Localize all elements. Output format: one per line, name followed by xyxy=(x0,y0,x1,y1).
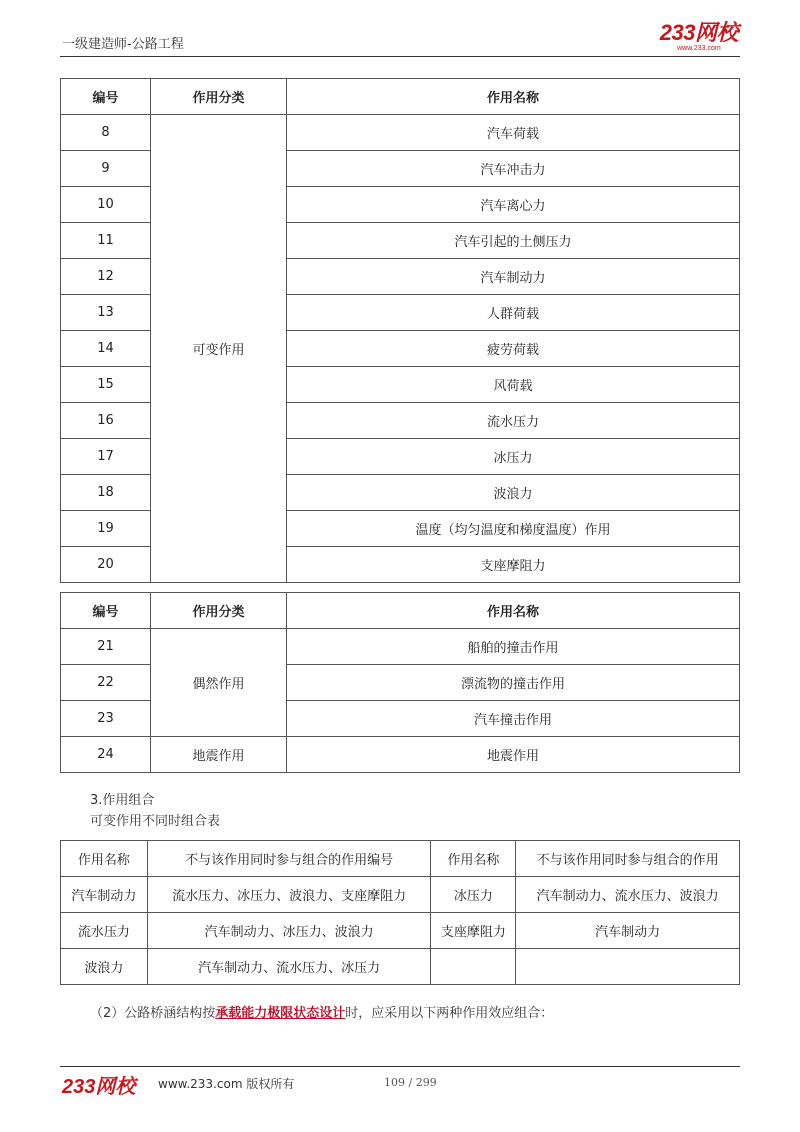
accidental-actions-table xyxy=(60,592,740,773)
col-header-number: 编号 xyxy=(61,79,151,115)
table-header-row xyxy=(61,593,740,629)
table-row xyxy=(61,949,740,985)
action-name: 人群荷载 xyxy=(287,295,740,331)
footer-copyright: www.233.com 版权所有 xyxy=(158,1077,295,1091)
action-name: 支座摩阻力 xyxy=(287,547,740,583)
row-number: 24 xyxy=(61,737,151,773)
category-cell: 可变作用 xyxy=(151,115,287,583)
row-number: 20 xyxy=(61,547,151,583)
row-number: 22 xyxy=(61,665,151,701)
table-row xyxy=(61,913,740,949)
row-number: 9 xyxy=(61,151,151,187)
action-name: 波浪力 xyxy=(61,949,148,985)
action-name: 汽车制动力 xyxy=(287,259,740,295)
action-name: 地震作用 xyxy=(287,737,740,773)
row-number: 16 xyxy=(61,403,151,439)
category-cell: 偶然作用 xyxy=(151,629,287,737)
row-number: 23 xyxy=(61,701,151,737)
table-row xyxy=(61,877,740,913)
table-header-row xyxy=(61,841,740,877)
logo-url: www.233.com xyxy=(677,45,721,52)
variable-actions-table xyxy=(60,78,740,583)
header-divider xyxy=(60,56,740,57)
row-number: 21 xyxy=(61,629,151,665)
combination-table xyxy=(60,840,740,985)
paragraph-prefix: （2）公路桥涵结构按 xyxy=(90,1006,216,1021)
action-name: 疲劳荷载 xyxy=(287,331,740,367)
col-header-category: 作用分类 xyxy=(151,79,287,115)
table-row xyxy=(61,737,740,773)
row-number: 19 xyxy=(61,511,151,547)
col-header-action: 作用名称 xyxy=(61,841,148,877)
exclusions: 流水压力、冰压力、波浪力、支座摩阻力 xyxy=(147,877,431,913)
action-name: 支座摩阻力 xyxy=(431,913,516,949)
limit-state-design-link[interactable]: 承载能力极限状态设计 xyxy=(215,1006,346,1021)
row-number: 10 xyxy=(61,187,151,223)
logo-text: 233网校 xyxy=(659,20,738,45)
col-header-name: 作用名称 xyxy=(287,593,740,629)
category-cell: 地震作用 xyxy=(151,737,287,773)
table-row xyxy=(61,629,740,665)
page-number: 109 / 299 xyxy=(384,1076,437,1089)
table-row xyxy=(61,115,740,151)
exclusions: 汽车制动力 xyxy=(516,913,740,949)
document-title: 一级建造师-公路工程 xyxy=(62,37,184,52)
col-header-exclusions: 不与该作用同时参与组合的作用编号 xyxy=(147,841,431,877)
col-header-exclusions: 不与该作用同时参与组合的作用 xyxy=(516,841,740,877)
action-name: 温度（均匀温度和梯度温度）作用 xyxy=(287,511,740,547)
footer-divider xyxy=(60,1066,740,1067)
action-name: 流水压力 xyxy=(287,403,740,439)
row-number: 11 xyxy=(61,223,151,259)
section-heading: 3.作用组合 xyxy=(90,793,155,808)
action-name: 汽车荷载 xyxy=(287,115,740,151)
action-name: 汽车引起的土侧压力 xyxy=(287,223,740,259)
action-name: 汽车冲击力 xyxy=(287,151,740,187)
table-header-row xyxy=(61,79,740,115)
action-name xyxy=(431,949,516,985)
row-number: 15 xyxy=(61,367,151,403)
action-name: 冰压力 xyxy=(287,439,740,475)
col-header-name: 作用名称 xyxy=(287,79,740,115)
paragraph-suffix: 时，应采用以下两种作用效应组合： xyxy=(345,1006,554,1021)
row-number: 18 xyxy=(61,475,151,511)
row-number: 17 xyxy=(61,439,151,475)
col-header-number: 编号 xyxy=(61,593,151,629)
exclusions: 汽车制动力、冰压力、波浪力 xyxy=(147,913,431,949)
action-name: 波浪力 xyxy=(287,475,740,511)
action-name: 冰压力 xyxy=(431,877,516,913)
exclusions: 汽车制动力、流水压力、冰压力 xyxy=(147,949,431,985)
action-name: 流水压力 xyxy=(61,913,148,949)
action-name: 汽车制动力 xyxy=(61,877,148,913)
exclusions xyxy=(516,949,740,985)
col-header-action: 作用名称 xyxy=(431,841,516,877)
footer-logo[interactable]: 233网校 xyxy=(62,1076,136,1098)
action-name: 汽车离心力 xyxy=(287,187,740,223)
table-caption: 可变作用不同时组合表 xyxy=(90,814,221,829)
row-number: 14 xyxy=(61,331,151,367)
row-number: 13 xyxy=(61,295,151,331)
col-header-category: 作用分类 xyxy=(151,593,287,629)
row-number: 12 xyxy=(61,259,151,295)
brand-logo[interactable] xyxy=(660,22,738,52)
action-name: 船舶的撞击作用 xyxy=(287,629,740,665)
action-name: 风荷载 xyxy=(287,367,740,403)
action-name: 汽车撞击作用 xyxy=(287,701,740,737)
action-name: 漂流物的撞击作用 xyxy=(287,665,740,701)
exclusions: 汽车制动力、流水压力、波浪力 xyxy=(516,877,740,913)
body-paragraph xyxy=(90,1002,553,1021)
row-number: 8 xyxy=(61,115,151,151)
